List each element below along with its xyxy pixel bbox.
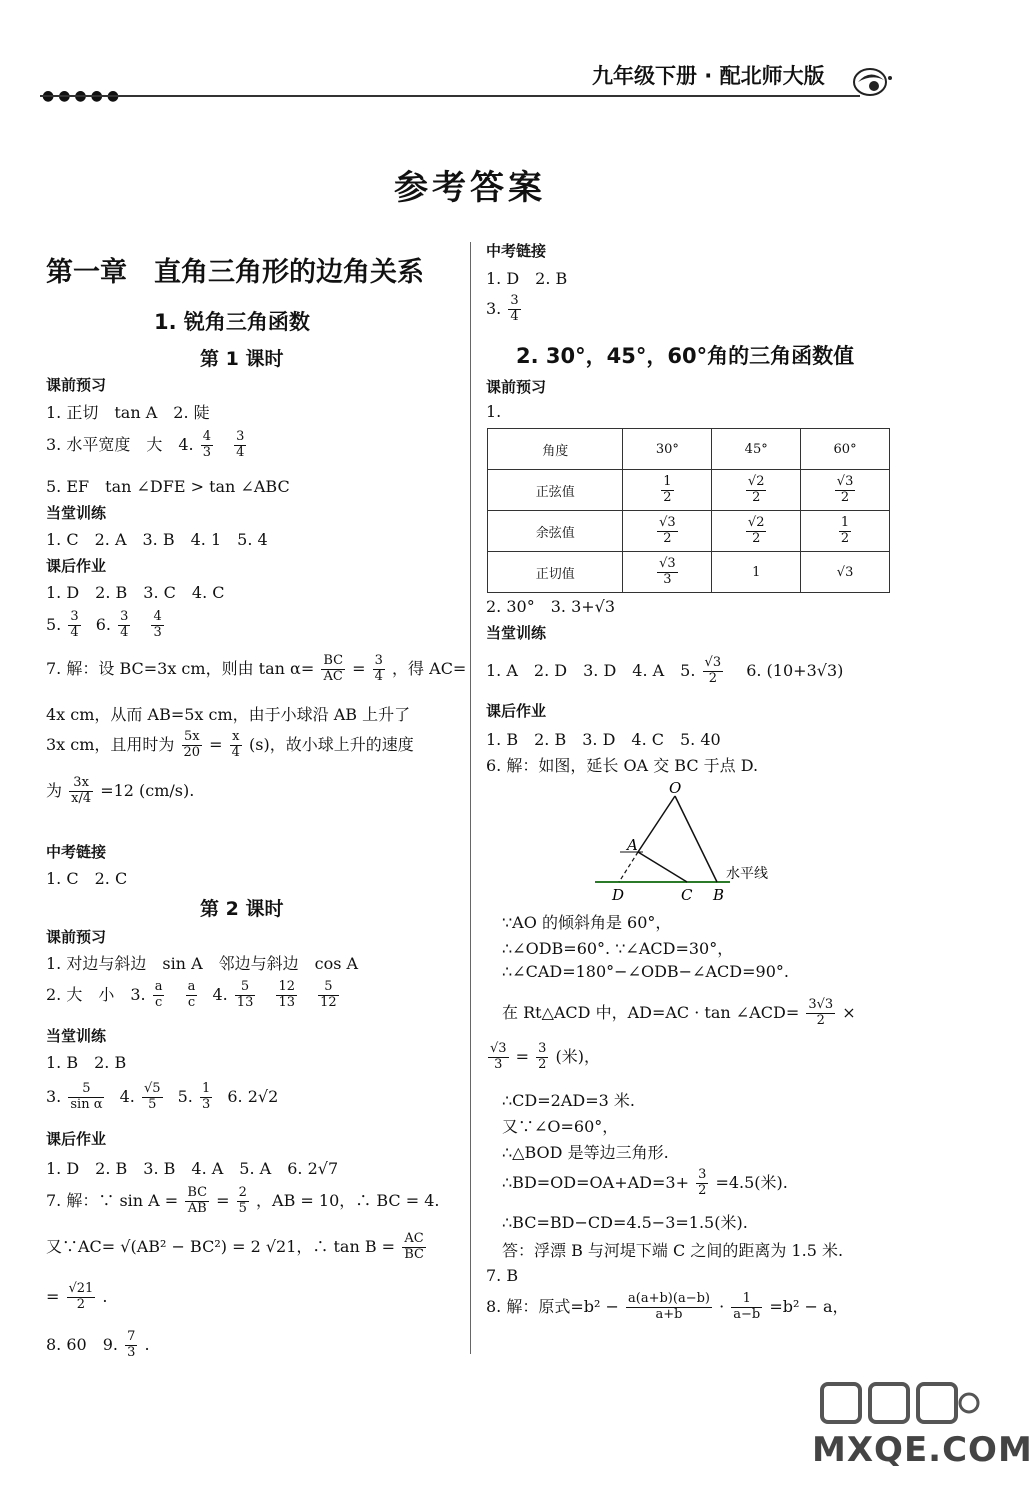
answer-text: = — [216, 1190, 230, 1210]
solution-line: 4x cm，从而 AB=5x cm，由于小球沿 AB 上升了 — [46, 705, 411, 724]
fraction: $\frac{a}{c}$ — [154, 979, 163, 1010]
table-cell: $\frac{1}{2}$ — [623, 470, 712, 511]
answer-line: 1. 正切 tan A 2. 陡 — [46, 403, 210, 422]
answer-text: × — [842, 1002, 856, 1022]
fraction: $\frac{3}{4}$ — [510, 293, 519, 324]
answer-line — [46, 430, 248, 461]
segment-ob — [675, 796, 717, 882]
fraction: $\frac{5}{13}$ — [236, 979, 254, 1010]
fraction: $\frac{3}{4}$ — [120, 609, 129, 640]
solution-line: ∴△BOD 是等边三角形. — [502, 1143, 669, 1162]
heading-preview: 课前预习 — [46, 928, 107, 946]
header-dots: ●●●●● — [42, 88, 124, 104]
label-c: C — [681, 886, 693, 904]
label-a: A — [627, 836, 638, 854]
table-cell: √3 — [801, 552, 890, 593]
answer-line: 3. $\frac{5}{\text{sin α}}$ 4. $\frac{√5}{5}$ 5. $\frac{1}{3}$ 6. 2√2 — [46, 1081, 279, 1112]
table-header-cell: 45° — [712, 429, 801, 470]
answer-line — [486, 656, 843, 687]
solution-line — [46, 730, 414, 761]
answer-text: 3. — [486, 298, 502, 318]
answer-text: . — [144, 1334, 150, 1354]
lesson-title: 第 2 课时 — [200, 898, 284, 920]
answer-text: ∴BD=OD=OA+AD=3+ — [502, 1172, 689, 1192]
answer-text: 7. 解：设 BC=3x cm，则由 tan α= — [46, 658, 315, 678]
solution-line — [486, 1042, 600, 1073]
answer-text: 又∵AC= √(AB² − BC²) = 2 √21，∴ tan B = — [46, 1236, 396, 1256]
answer-line — [46, 1330, 150, 1361]
answer-line: 1. 对边与斜边 sin A 邻边与斜边 cos A — [46, 954, 359, 973]
section-title: 1. 锐角三角函数 — [154, 310, 310, 334]
answer-text: =4.5(米). — [715, 1172, 788, 1192]
answer-line: 1. D 2. B 3. B 4. A 5. A 6. 2√7 — [46, 1159, 339, 1178]
answer-text: 3. 水平宽度 大 4. — [46, 434, 194, 454]
answer-text: (米)， — [555, 1046, 601, 1066]
heading-preview: 课前预习 — [46, 376, 107, 394]
heading-homework: 课后作业 — [46, 557, 107, 575]
answer-line: 1. D 2. B — [486, 269, 568, 288]
table-header-cell: 角度 — [488, 429, 623, 470]
header-title: 九年级下册 · 配北师大版 — [592, 64, 825, 88]
answer-line: 2. 30° 3. 3+√3 — [486, 597, 616, 616]
fraction: $\frac{√5}{5}$ — [143, 1081, 161, 1112]
answer-text: (s)，故小球上升的速度 — [249, 734, 414, 754]
fraction: $\frac{3√3}{2}$ — [808, 997, 834, 1028]
answer-line: 1. — [486, 402, 502, 421]
fraction: $\frac{x}{4}$ — [231, 729, 240, 760]
fraction: $\frac{4}{3}$ — [153, 609, 162, 640]
fraction: $\frac{12}{13}$ — [278, 979, 295, 1010]
answer-text: 3x cm，且用时为 — [46, 734, 175, 754]
fraction: $\frac{3}{4}$ — [374, 653, 383, 684]
table-cell: $\frac{1}{2}$ — [801, 511, 890, 552]
segment-ac — [638, 852, 687, 882]
answer-text: . — [102, 1286, 108, 1306]
answer-line: 1. D 2. B 3. C 4. C — [46, 583, 225, 602]
answer-line: 1. B 2. B — [46, 1053, 127, 1072]
watermark-logo-icon — [820, 1378, 980, 1428]
left-column — [46, 0, 467, 1486]
answer-text: 2√2 — [247, 1086, 279, 1106]
answer-line: 5. EF tan ∠DFE > tan ∠ABC — [46, 477, 290, 496]
fraction: $\frac{3}{2}$ — [538, 1041, 547, 1072]
table-cell: $\frac{√3}{3}$ — [623, 552, 712, 593]
solution-line — [502, 1168, 788, 1199]
label-b: B — [713, 886, 725, 904]
solution-line: ∴∠ODB=60°. ∵∠ACD=30°， — [502, 939, 734, 958]
answer-line: 2. 大 小 3. $\frac{a}{c}$ $\frac{a}{c}$ 4. $\frac{5}{13}$ $\frac{12}{13}$ $\frac{5}{12}$ — [46, 979, 337, 1010]
answer-text: =12 (cm/s). — [100, 780, 195, 800]
answer-line: 1. C 2. C — [46, 869, 128, 888]
heading-homework: 课后作业 — [46, 1130, 107, 1148]
fraction: $\frac{1}{a-b}$ — [733, 1291, 761, 1322]
solution-line: ∴∠CAD=180°−∠ODB−∠ACD=90°. — [502, 962, 789, 981]
geometry-diagram — [595, 778, 795, 908]
answer-text: = — [352, 658, 366, 678]
heading-class: 当堂训练 — [486, 624, 547, 642]
solution-line: ∴CD=2AD=3 米. — [502, 1091, 635, 1110]
table-cell: $\frac{√3}{2}$ — [801, 470, 890, 511]
fraction: $\frac{AC}{BC}$ — [404, 1231, 424, 1262]
heading-exam: 中考链接 — [46, 843, 107, 861]
fraction: $\frac{3}{4}$ — [70, 609, 79, 640]
fraction: $\frac{4}{3}$ — [202, 429, 211, 460]
fraction: $\frac{5x}{20}$ — [183, 729, 201, 760]
answer-text: 为 — [46, 780, 63, 800]
answer-text: 1. A 2. D 3. D 4. A 5. — [486, 660, 696, 680]
row-label: 正切值 — [488, 552, 623, 593]
fraction: $\frac{√21}{2}$ — [68, 1281, 94, 1312]
table-header-cell: 30° — [623, 429, 712, 470]
segment-oa — [638, 796, 675, 852]
fraction: $\frac{a}{c}$ — [187, 979, 196, 1010]
answer-text: = — [46, 1286, 60, 1306]
solution-line: 又∵∠O=60°， — [502, 1117, 619, 1136]
segment-ad-dashed — [619, 852, 638, 882]
chapter-title: 第一章 直角三角形的边角关系 — [46, 257, 424, 288]
answer-text: 3. — [46, 1086, 62, 1106]
answer-line: 5. $\frac{3}{4}$ 6. $\frac{3}{4}$ $\frac{4}{3}$ — [46, 609, 162, 640]
answer-text: = — [515, 1046, 530, 1066]
lesson-title: 第 1 课时 — [200, 348, 284, 370]
answer-text: 6. (10+3√3) — [746, 660, 844, 680]
solution-line: 答：浮漂 B 与河堤下端 C 之间的距离为 1.5 米. — [502, 1241, 844, 1260]
label-d: D — [612, 886, 625, 904]
fraction: $\frac{√3}{2}$ — [704, 655, 722, 686]
answer-text: 8. 解：原式=b² − — [486, 1296, 619, 1316]
solution-line — [46, 776, 194, 807]
fraction: $\frac{BC}{AC}$ — [323, 653, 344, 684]
solution-line: ∵AO 的倾斜角是 60°， — [502, 913, 672, 932]
right-column-lower — [486, 0, 906, 1486]
answer-text: = — [209, 734, 223, 754]
answer-text: 2. 大 小 3. — [46, 984, 146, 1004]
answer-text: · — [719, 1296, 725, 1316]
label-horizontal: 水平线 — [726, 866, 768, 882]
row-label: 正弦值 — [488, 470, 623, 511]
heading-class: 当堂训练 — [46, 1027, 107, 1045]
table-cell: 1 — [712, 552, 801, 593]
heading-homework: 课后作业 — [486, 702, 547, 720]
fraction: $\frac{7}{3}$ — [127, 1329, 136, 1360]
answer-line: 7. B — [486, 1266, 519, 1285]
solution-line — [46, 1186, 440, 1217]
solution-line — [46, 654, 466, 685]
fraction: $\frac{√3}{3}$ — [490, 1041, 507, 1072]
fraction: $\frac{3x}{x/4}$ — [71, 775, 92, 806]
fraction: $\frac{3}{4}$ — [236, 429, 245, 460]
answer-text: 8. 60 9. — [46, 1334, 118, 1354]
table-header-cell: 60° — [801, 429, 890, 470]
answer-text: ，得 AC= — [392, 658, 467, 678]
solution-line — [46, 1282, 108, 1313]
answer-line: 1. C 2. A 3. B 4. 1 5. 4 — [46, 530, 268, 549]
solution-line: 6. 解：如图，延长 OA 交 BC 于点 D. — [486, 756, 759, 775]
fraction: $\frac{1}{3}$ — [201, 1081, 211, 1112]
answer-text: =b² − a， — [769, 1296, 849, 1316]
solution-line — [502, 998, 856, 1029]
table-cell: $\frac{√2}{2}$ — [712, 511, 801, 552]
table-cell: $\frac{√2}{2}$ — [712, 470, 801, 511]
row-label: 余弦值 — [488, 511, 623, 552]
solution-line — [46, 1232, 428, 1263]
heading-exam: 中考链接 — [486, 242, 547, 260]
fraction: $\frac{3}{2}$ — [698, 1167, 707, 1198]
fraction: $\frac{BC}{AB}$ — [187, 1185, 208, 1216]
table-cell: $\frac{√3}{2}$ — [623, 511, 712, 552]
fraction: $\frac{2}{5}$ — [238, 1185, 247, 1216]
answer-text: 7. 解：∵ sin A = — [46, 1190, 179, 1210]
solution-line — [486, 1292, 849, 1323]
solution-line: ∴BC=BD−CD=4.5−3=1.5(米). — [502, 1213, 748, 1232]
watermark-text: MXQE.COM — [812, 1430, 1033, 1470]
fraction: $\frac{5}{\text{sin α}}$ — [70, 1081, 103, 1112]
section-title: 2. 30°，45°，60°角的三角函数值 — [516, 344, 855, 368]
fraction: $\frac{a(a+b)(a-b)}{a+b}$ — [628, 1291, 710, 1322]
column-divider — [470, 242, 471, 1354]
answer-text: ，AB = 10，∴ BC = 4. — [256, 1190, 440, 1210]
heading-preview: 课前预习 — [486, 378, 547, 396]
answer-line: 1. B 2. B 3. D 4. C 5. 40 — [486, 730, 721, 749]
page-title: 参考答案 — [394, 168, 546, 208]
label-o: O — [669, 779, 682, 797]
heading-class: 当堂训练 — [46, 504, 107, 522]
fraction: $\frac{5}{12}$ — [320, 979, 337, 1010]
answer-text: 在 Rt△ACD 中，AD=AC · tan ∠ACD= — [502, 1002, 800, 1022]
